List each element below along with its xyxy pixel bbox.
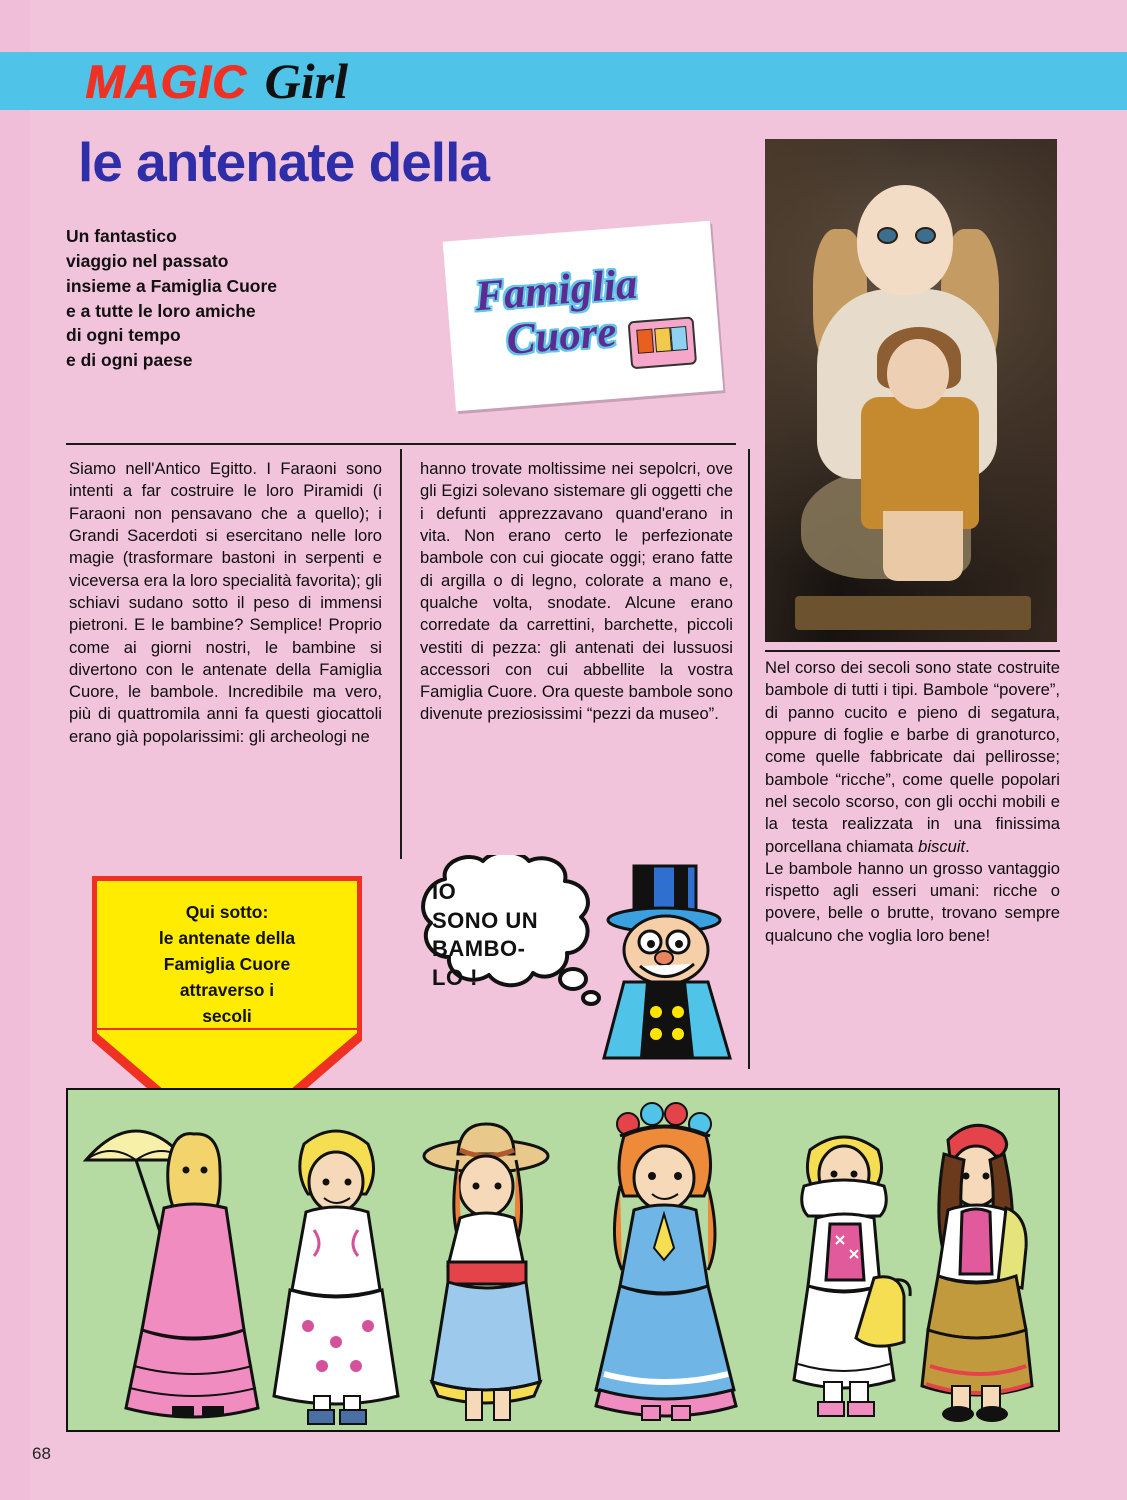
article-paragraph: hanno trovate moltissime nei sepolcri, ove gli Egizi solevano sistemare gli oggetti che i defunti apprezzavano quand'erano in vita. Non erano certo le perfezionate bambole con cui giocate oggi; erano fatte di argilla o di legno, colorate a mano e, qualche volta, snodate. Alcune erano corredate da carrettini, barchette, piccoli vestiti di pezza: gli antenati dei lussuosi accessori con cui abbellite la vostra Famiglia Cuore. Ora queste bambole sono divenute preziosissimi “pezzi da museo”. (420, 459, 733, 724)
logo-word-cuore: Cuore (504, 308, 619, 364)
photo-small-doll-dress (861, 397, 979, 529)
divider-top-left (66, 443, 736, 445)
photo-large-doll-eye-left (877, 227, 898, 244)
article-column-1 (69, 458, 382, 748)
cartoon-character-bambolo (590, 862, 755, 1062)
masthead-brand-girl: Girl (264, 53, 349, 109)
article-column-3 (765, 657, 1060, 947)
article-column-2 (420, 458, 733, 726)
famiglia-cuore-logo-inner (454, 233, 713, 398)
callout-label: Qui sotto: le antenate della Famiglia Cuore attraverso i secoli (158, 902, 296, 1026)
speech-balloon-text (432, 878, 582, 992)
page-number: 68 (32, 1444, 51, 1463)
standfirst-text: Un fantastico viaggio nel passato insieme a Famiglia Cuore e a tutte le loro amiche di ogni tempo e di ogni paese (66, 226, 278, 371)
logo-family-badge-icon (628, 316, 698, 369)
standfirst (66, 224, 396, 373)
photo-small-doll-head (887, 339, 949, 409)
divider-top-right (765, 650, 1060, 652)
photo-small-doll-legs (883, 511, 963, 581)
photo-large-doll-eye-right (915, 227, 936, 244)
article-paragraph: Siamo nell'Antico Egitto. I Faraoni sono intenti a far costruire le loro Piramidi (i Faraoni non pensavano che a quello); i Grandi Sacerdoti si esercitano nelle loro magie (trasformare bastoni in serpenti e viceversa era la loro specialità favorita); gli schiavi sudano sotto il peso di immensi pietroni. E le bambine? Semplice! Proprio come ai giorni nostri, le bambine si divertono con le antenate della Famiglia Cuore, le bambole. Incredibile ma vero, più di quattromila anni fa questi giocattoli erano già popolarissimi: gli archeologi ne (69, 459, 382, 746)
callout-text (92, 900, 362, 1029)
logo-word-famiglia: Famiglia (473, 260, 639, 321)
article-text: Nel corso dei secoli sono state costruite bambole di tutti i tipi. Bambole “povere”, di panno cucito e pieno di segatura, oppure di foglie e barbe di granoturco, come quelle fabbricate dai pellirosse; bambole “ricche”, come quelle popolari nel secolo scorso, con gli occhi mobili e la testa realizzata in una finissima porcellana chiamata (765, 658, 1060, 856)
article-text-end: . (965, 836, 970, 856)
photo-wooden-base (795, 596, 1031, 630)
dolls-illustration-panel (66, 1088, 1060, 1432)
famiglia-cuore-logo (443, 221, 724, 412)
page-left-margin (0, 0, 30, 1500)
antique-dolls-photo (765, 139, 1057, 642)
dolls-illustration (68, 1090, 1058, 1430)
article-paragraph: Le bambole hanno un grosso vantaggio rispetto agli esseri umani: ricche o povere, belle o brutte, trovano sempre qualcuno che voglia loro bene! (765, 858, 1060, 945)
article-paragraph (765, 657, 1060, 858)
masthead (30, 52, 1110, 110)
balloon-label: IO SONO UN BAMBO- LO ! (432, 879, 539, 990)
divider-columns-1-2 (400, 449, 402, 859)
page-title: le antenate della (78, 131, 489, 193)
article-italic-term: biscuit (918, 836, 966, 856)
photo-large-doll-head (857, 185, 953, 295)
masthead-brand-magic: MAGIC (85, 54, 247, 108)
